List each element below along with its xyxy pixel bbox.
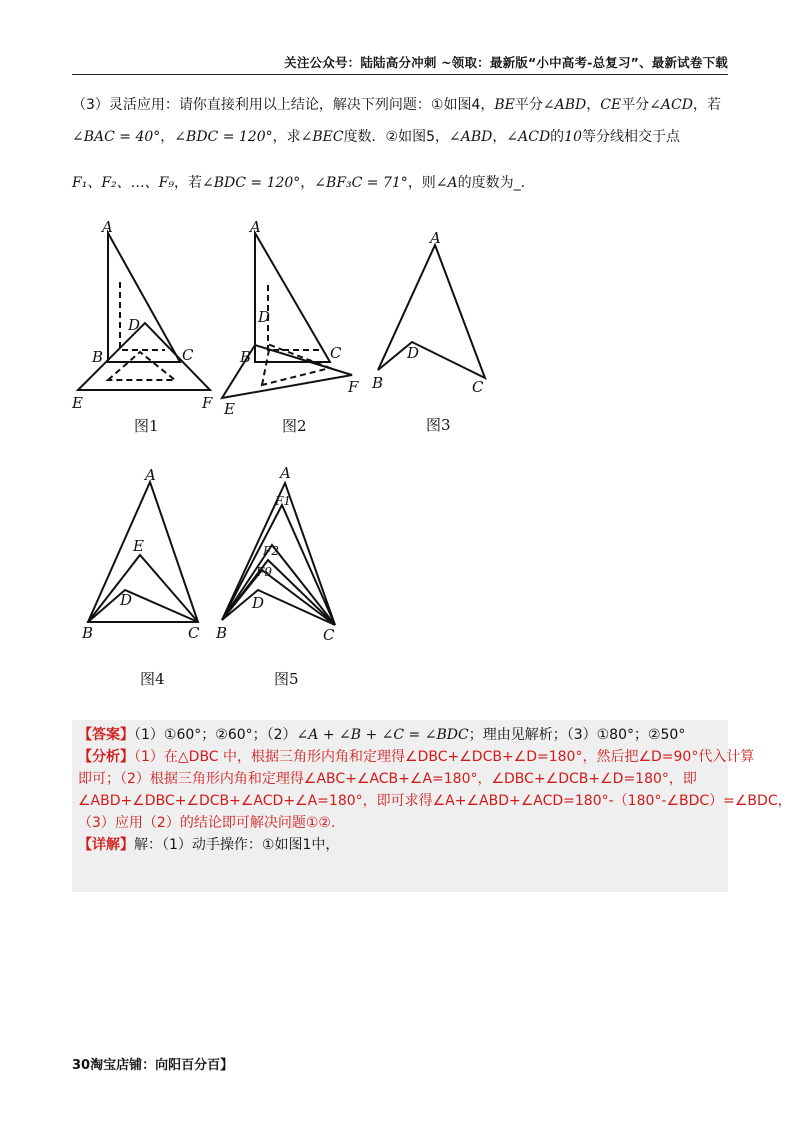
fig5-label-f1: F1: [275, 494, 291, 508]
analysis-line-2: 即可；（2）根据三角形内角和定理得∠ABC+∠ACB+∠A=180°，∠DBC+∠DCB+∠D=180°，即: [78, 771, 697, 787]
fig3-label-c: C: [472, 378, 484, 396]
fig5-label-b: B: [216, 624, 228, 642]
fig3-caption: 图3: [426, 416, 451, 434]
fig1-label-d: D: [128, 316, 141, 334]
detail-line: 【详解】解：（1）动手操作：①如图1中，: [78, 837, 340, 853]
figure-2: [222, 233, 352, 398]
fig3-label-a: A: [430, 229, 441, 247]
fig4-label-a: A: [145, 466, 156, 484]
answer-block: [72, 720, 792, 892]
fig4-label-c: C: [188, 624, 200, 642]
fig4-label-e: E: [133, 537, 144, 555]
fig2-label-d: D: [258, 308, 271, 326]
fig5-label-f2: F2: [263, 544, 279, 558]
page-footer: 30淘宝店铺：向阳百分百】: [72, 1058, 234, 1073]
fig2-label-a: A: [250, 218, 261, 236]
fig1-label-e: E: [72, 394, 83, 412]
problem-line-1: （3）灵活应用：请你直接利用以上结论，解决下列问题：①如图4，BE平分∠ABD，CE平分∠ACD，若: [72, 97, 721, 113]
page-header: 关注公众号：陆陆高分冲刺 ~领取：最新版“小中高考-总复习”、最新试卷下载: [72, 52, 728, 75]
fig3-label-b: B: [372, 374, 384, 392]
fig5-label-c: C: [323, 626, 335, 644]
fig4-caption: 图4: [140, 670, 165, 688]
fig1-caption: 图1: [134, 417, 159, 435]
fig2-caption: 图2: [282, 417, 307, 435]
fig2-label-e: E: [224, 400, 235, 418]
fig2-label-c: C: [330, 344, 342, 362]
fig1-label-f: F: [202, 394, 213, 412]
problem-line-2: ∠BAC = 40°，∠BDC = 120°，求∠BEC度数．②如图5，∠ABD，∠ACD的10等分线相交于点: [72, 129, 680, 145]
fig1-label-b: B: [92, 348, 104, 366]
fig1-label-c: C: [182, 346, 194, 364]
analysis-line-3: ∠ABD+∠DBC+∠DCB+∠ACD+∠A=180°，即可求得∠A+∠ABD+∠ACD=180°-（180°-∠BDC）=∠BDC，: [78, 793, 792, 809]
fig3-label-d: D: [407, 344, 420, 362]
problem-line-3: F₁、F₂、…、F₉，若∠BDC = 120°，∠BF₃C = 71°，则∠A的度数为_.: [72, 175, 526, 191]
pingfen-2: 平分: [621, 97, 650, 113]
fig5-label-a: A: [280, 464, 291, 482]
figure-1: [78, 233, 210, 390]
fig5-caption: 图5: [274, 670, 299, 688]
fig4-label-b: B: [82, 624, 94, 642]
figure-3: [378, 245, 485, 378]
fig2-label-f: F: [348, 378, 359, 396]
fig5-label-d: D: [252, 594, 265, 612]
fig2-label-b: B: [240, 348, 252, 366]
answer-line: 【答案】（1）①60°；②60°；（2）∠A + ∠B + ∠C = ∠BDC；理由见解析；（3）①80°；②50°: [78, 727, 686, 743]
fig4-label-d: D: [120, 591, 133, 609]
fig1-label-a: A: [102, 218, 113, 236]
analysis-line-4: （3）应用（2）的结论即可解决问题①②.: [78, 815, 336, 831]
fig5-label-f9: F9: [256, 565, 272, 579]
analysis-line-1: 【分析】（1）在△DBC 中，根据三角形内角和定理得∠DBC+∠DCB+∠D=180°，然后把∠D=90°代入计算: [78, 749, 755, 765]
